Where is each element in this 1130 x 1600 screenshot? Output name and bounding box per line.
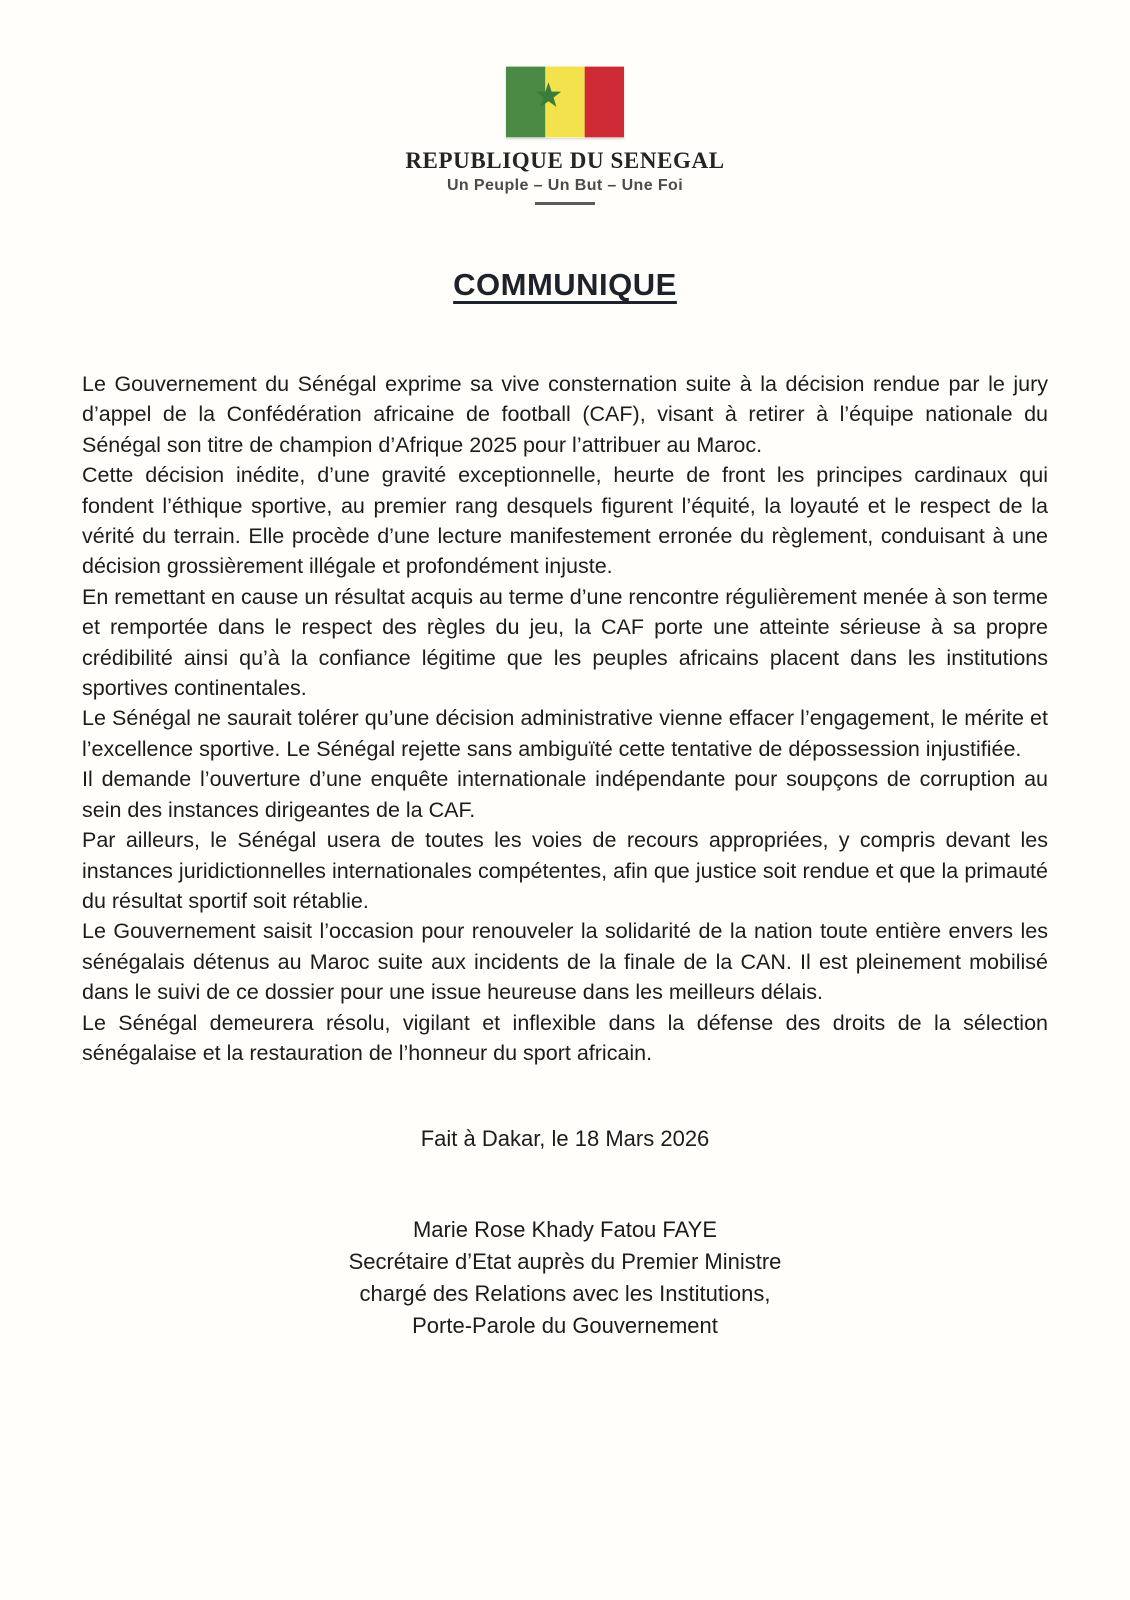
signature-block	[82, 1214, 1048, 1342]
signature-role-line: chargé des Relations avec les Institutions,	[359, 1281, 771, 1307]
flag-red-stripe	[585, 67, 624, 138]
signature-name: Marie Rose Khady Fatou FAYE	[412, 1217, 718, 1243]
signature-role-line: Porte-Parole du Gouvernement	[412, 1313, 718, 1339]
body-paragraph: En remettant en cause un résultat acquis au terme d’une rencontre régulièrement menée à son terme et remportée dans le respect des règles du jeu, la CAF porte une atteinte sérieuse à sa propre crédibilité ainsi qu’à la confiance légitime que les peuples africains placent dans les institutions sportives continentales.	[82, 584, 1048, 701]
body-paragraph: Le Sénégal demeurera résolu, vigilant et inflexible dans la défense des droits de la sélection sénégalaise et la restauration de l’honneur du sport africain.	[82, 1010, 1048, 1065]
body-paragraph: Par ailleurs, le Sénégal usera de toutes les voies de recours appropriées, y compris devant les instances juridictionnelles internationales compétentes, afin que justice soit rendue et que la primauté du résultat sportif soit rétablie.	[82, 828, 1048, 913]
divider-rule	[535, 202, 595, 205]
national-motto: Un Peuple – Un But – Une Foi	[446, 177, 684, 194]
body-paragraph: Le Sénégal ne saurait tolérer qu’une décision administrative vienne effacer l’engagement, le mérite et l’excellence sportive. Le Sénégal rejette sans ambiguïté cette tentative de dépossession injustifiée.	[82, 706, 1048, 761]
flag-green-stripe	[506, 67, 545, 138]
body-paragraph: Le Gouvernement du Sénégal exprime sa vive consternation suite à la décision rendue par le jury d’appel de la Confédération africaine de football (CAF), visant à retirer à l’équipe nationale du Sénégal son titre de champion d’Afrique 2025 pour l’attribuer au Maroc.	[82, 372, 1048, 457]
body-paragraph: Il demande l’ouverture d’une enquête internationale indépendante pour soupçons de corruption au sein des instances dirigeantes de la CAF.	[82, 767, 1048, 822]
letterhead	[82, 0, 1048, 205]
communique-title: COMMUNIQUE	[453, 267, 677, 302]
signature-role-line: Secrétaire d’Etat auprès du Premier Ministre	[348, 1249, 782, 1275]
body-paragraph: Cette décision inédite, d’une gravité exceptionnelle, heurte de front les principes cardinaux qui fondent l’éthique sportive, au premier rang desquels figurent l’équité, la loyauté et le respect de la vérité du terrain. Elle procède d’une lecture manifestement erronée du règlement, conduisant à une décision grossièrement illégale et profondément injuste.	[82, 463, 1048, 579]
communique-body	[82, 369, 1048, 1068]
senegal-flag-icon	[506, 66, 624, 138]
body-paragraph: Le Gouvernement saisit l’occasion pour renouveler la solidarité de la nation toute entière envers les sénégalais détenus au Maroc suite aux incidents de la finale de la CAN. Il est pleinement mobilisé dans le suivi de ce dossier pour une issue heureuse dans les meilleurs délais.	[82, 919, 1048, 1005]
country-name: REPUBLIQUE DU SENEGAL	[405, 148, 725, 173]
dateline: Fait à Dakar, le 18 Mars 2026	[420, 1126, 710, 1152]
